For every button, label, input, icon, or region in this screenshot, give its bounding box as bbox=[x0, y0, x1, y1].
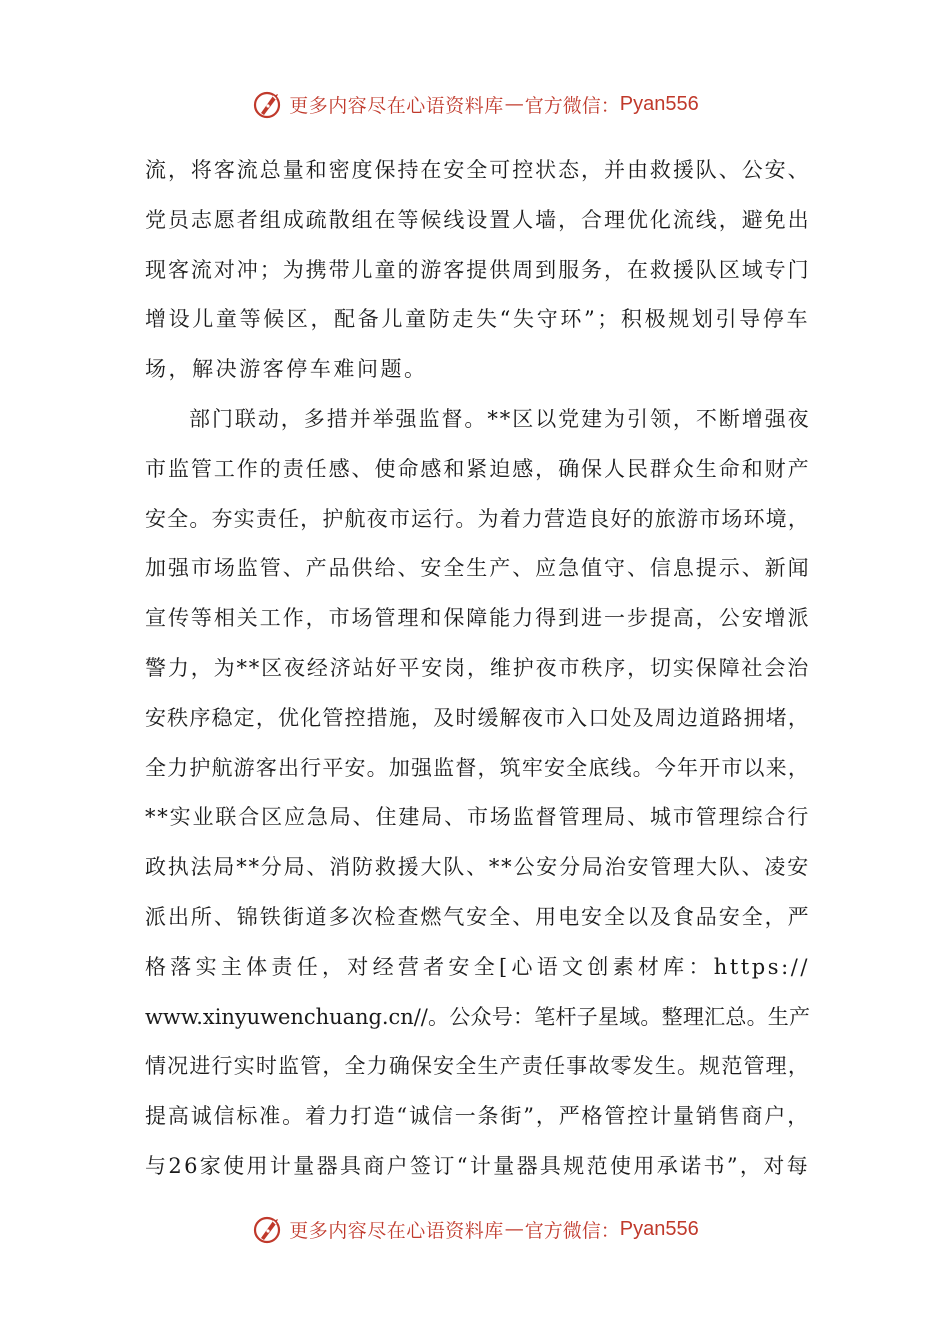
text-line: **实业联合区应急局、住建局、市场监督管理局、城市管理综合行 bbox=[145, 805, 810, 830]
banner-separator: — bbox=[504, 1218, 524, 1240]
text-line: 格落实主体责任，对经营者安全[心语文创素材库：https:// bbox=[145, 954, 810, 979]
text-line: 市监管工作的责任感、使命感和紧迫感，确保人民群众生命和财产 bbox=[145, 456, 811, 481]
text-line: 安全。夯实责任，护航夜市运行。为着力营造良好的旅游市场环境， bbox=[145, 506, 810, 531]
banner-wechat-label: 官方微信： bbox=[524, 1219, 620, 1242]
text-line: 安秩序稳定，优化管控措施，及时缓解夜市入口处及周边道路拥堵， bbox=[145, 705, 810, 730]
footer-watermark-banner bbox=[0, 1207, 950, 1251]
text-line: 情况进行实时监管，全力确保安全生产责任事故零发生。规范管理， bbox=[145, 1054, 810, 1079]
text-line: 党员志愿者组成疏散组在等候线设置人墙，合理优化流线，避免出 bbox=[145, 207, 811, 232]
banner-wechat-id: Pyan556 bbox=[619, 1217, 699, 1240]
banner-wechat-id: Pyan556 bbox=[619, 92, 699, 115]
banner-text: 更多内容尽在心语资料库 bbox=[289, 1219, 504, 1242]
text-line: 政执法局**分局、消防救援大队、**公安分局治安管理大队、凌安 bbox=[145, 855, 810, 880]
document-body bbox=[145, 150, 810, 1196]
pen-nib-circle-icon bbox=[251, 1212, 285, 1246]
text-line: 场，解决游客停车难问题。 bbox=[145, 357, 428, 382]
banner-separator: — bbox=[504, 93, 524, 115]
text-line: 提高诚信标准。着力打造“诚信一条街”，严格管控计量销售商户， bbox=[145, 1104, 810, 1129]
text-line: 与26家使用计量器具商户签订“计量器具规范使用承诺书”，对每 bbox=[145, 1153, 810, 1178]
banner-text: 更多内容尽在心语资料库 bbox=[289, 94, 504, 117]
text-line: www.xinyuwenchuang.cn//。公众号：笔杆子星域。整理汇总。生产 bbox=[145, 1004, 810, 1029]
text-line: 全力护航游客出行平安。加强监督，筑牢安全底线。今年开市以来， bbox=[145, 755, 810, 780]
text-line: 流，将客流总量和密度保持在安全可控状态，并由救援队、公安、 bbox=[145, 158, 811, 182]
text-line: 警力，为**区夜经济站好平安岗，维护夜市秩序，切实保障社会治 bbox=[145, 655, 810, 680]
paragraph-first-line: 部门联动，多措并举强监督。**区以党建为引领，不断增强夜 bbox=[189, 406, 811, 431]
text-line: 加强市场监管、产品供给、安全生产、应急值守、信息提示、新闻 bbox=[145, 556, 811, 581]
pen-nib-circle-icon bbox=[251, 87, 285, 121]
header-watermark-banner bbox=[0, 82, 950, 126]
banner-wechat-label: 官方微信： bbox=[524, 94, 620, 117]
text-line: 增设儿童等候区，配备儿童防走失“失守环”；积极规划引导停车 bbox=[145, 307, 810, 332]
text-line: 派出所、锦铁街道多次检查燃气安全、用电安全以及食品安全，严 bbox=[145, 904, 811, 929]
text-line: 宣传等相关工作，市场管理和保障能力得到进一步提高，公安增派 bbox=[145, 606, 811, 631]
text-line: 现客流对冲；为携带儿童的游客提供周到服务，在救援队区域专门 bbox=[145, 257, 811, 282]
